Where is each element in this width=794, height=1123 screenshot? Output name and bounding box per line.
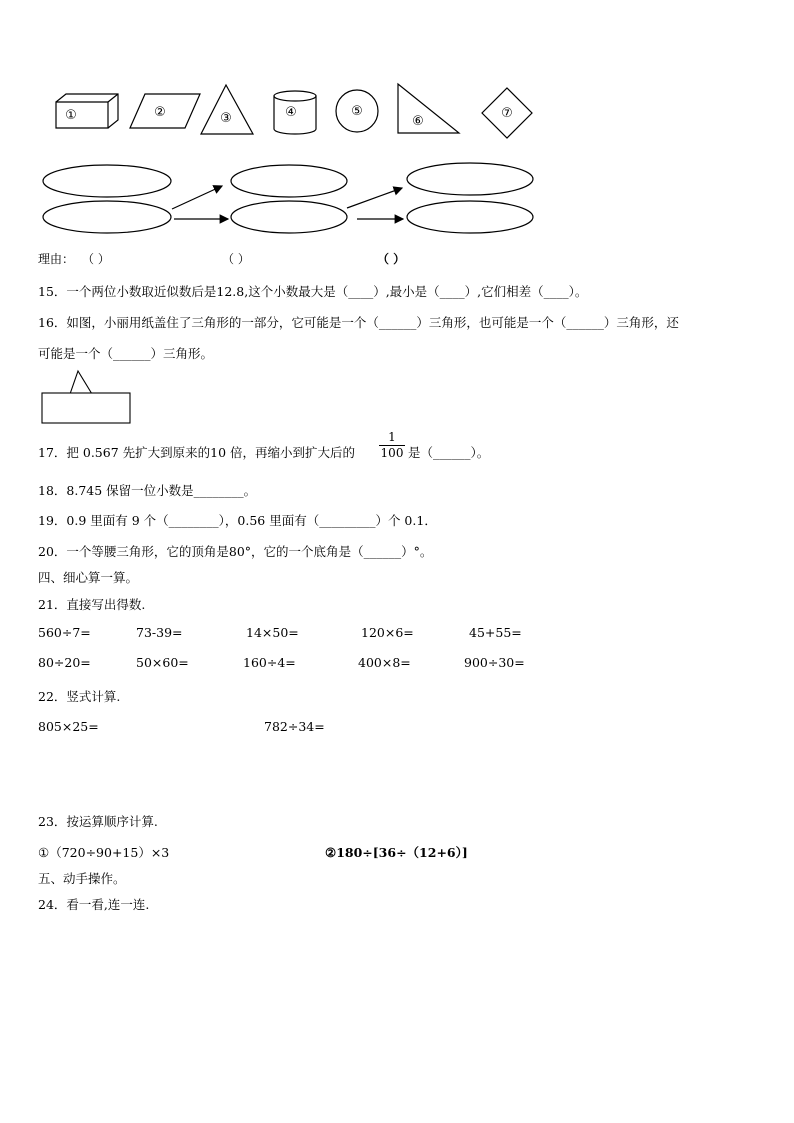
covered-triangle-figure <box>40 366 134 426</box>
calc-1-1: 560÷7= <box>38 625 91 640</box>
calc-2-5: 900÷30= <box>464 655 525 670</box>
shape-label-3: ③ <box>220 111 232 126</box>
question-17-text: 17．把 0.567 先扩大到原来的10 倍，再缩小到扩大后的 <box>38 445 356 460</box>
order-calc-1: ①（720÷90+15）×3 <box>38 845 170 860</box>
fraction-1-100 <box>379 430 405 461</box>
calc-2-2: 50×60= <box>136 655 189 670</box>
vertical-calc-2: 782÷34= <box>264 719 325 734</box>
calc-1-2: 73-39= <box>136 625 183 640</box>
question-15: 15．一个两位小数取近似数后是12.8,这个小数最大是（____）,最小是（____）,它们相差（____）。 <box>38 284 588 299</box>
question-23-title: 23．按运算顺序计算. <box>38 814 158 829</box>
group-ellipse-1b <box>43 201 171 233</box>
section-4-heading: 四、细心算一算。 <box>38 570 139 585</box>
order-calc-2: ②180÷[36÷（12+6）] <box>325 845 468 860</box>
shapes-figure <box>0 0 794 240</box>
question-17-answer: 是（______）。 <box>408 445 490 460</box>
group-ellipse-2b <box>231 201 347 233</box>
right-triangle-shape <box>398 84 459 133</box>
reason-blank-3[interactable]: （ ） <box>377 252 406 266</box>
group-ellipse-1a <box>43 165 171 197</box>
question-21-title: 21．直接写出得数. <box>38 597 146 612</box>
calc-1-4: 120×6= <box>361 625 414 640</box>
arrow-2-up <box>347 188 402 208</box>
question-16-line1: 16．如图，小丽用纸盖住了三角形的一部分，它可能是一个（______）三角形，也可能是一个（______）三角形，还 <box>38 315 679 330</box>
shape-label-7: ⑦ <box>501 106 513 121</box>
question-16-line2: 可能是一个（______）三角形。 <box>38 346 214 361</box>
question-22-title: 22．竖式计算. <box>38 689 121 704</box>
calc-2-3: 160÷4= <box>243 655 296 670</box>
arrow-1-up <box>172 186 222 209</box>
group-ellipse-3a <box>407 163 533 195</box>
vertical-calc-1: 805×25= <box>38 719 99 734</box>
reason-blank-2[interactable]: （ ） <box>222 252 250 266</box>
question-18: 18．8.745 保留一位小数是________。 <box>38 483 257 498</box>
section-5-heading: 五、动手操作。 <box>38 871 126 886</box>
triangle-shape <box>201 85 253 134</box>
fraction-denominator: 100 <box>380 446 404 460</box>
group-ellipse-3b <box>407 201 533 233</box>
calc-1-3: 14×50= <box>246 625 299 640</box>
calc-2-1: 80÷20= <box>38 655 91 670</box>
shape-label-4: ④ <box>285 105 297 120</box>
calc-2-4: 400×8= <box>358 655 411 670</box>
question-24: 24．看一看,连一连. <box>38 897 150 912</box>
calc-1-5: 45+55= <box>469 625 522 640</box>
shape-label-6: ⑥ <box>412 114 424 129</box>
group-ellipse-2a <box>231 165 347 197</box>
question-20: 20．一个等腰三角形，它的顶角是80°，它的一个底角是（______）°。 <box>38 544 433 559</box>
shape-label-5: ⑤ <box>351 104 363 119</box>
shape-label-1: ① <box>65 108 77 123</box>
reason-label: 理由： <box>38 252 75 266</box>
question-19: 19．0.9 里面有 9 个（________），0.56 里面有（_________）个 0.1． <box>38 513 437 528</box>
shape-label-2: ② <box>154 105 166 120</box>
fraction-numerator: 1 <box>379 430 405 446</box>
reason-blank-1[interactable]: （ ） <box>82 252 110 266</box>
